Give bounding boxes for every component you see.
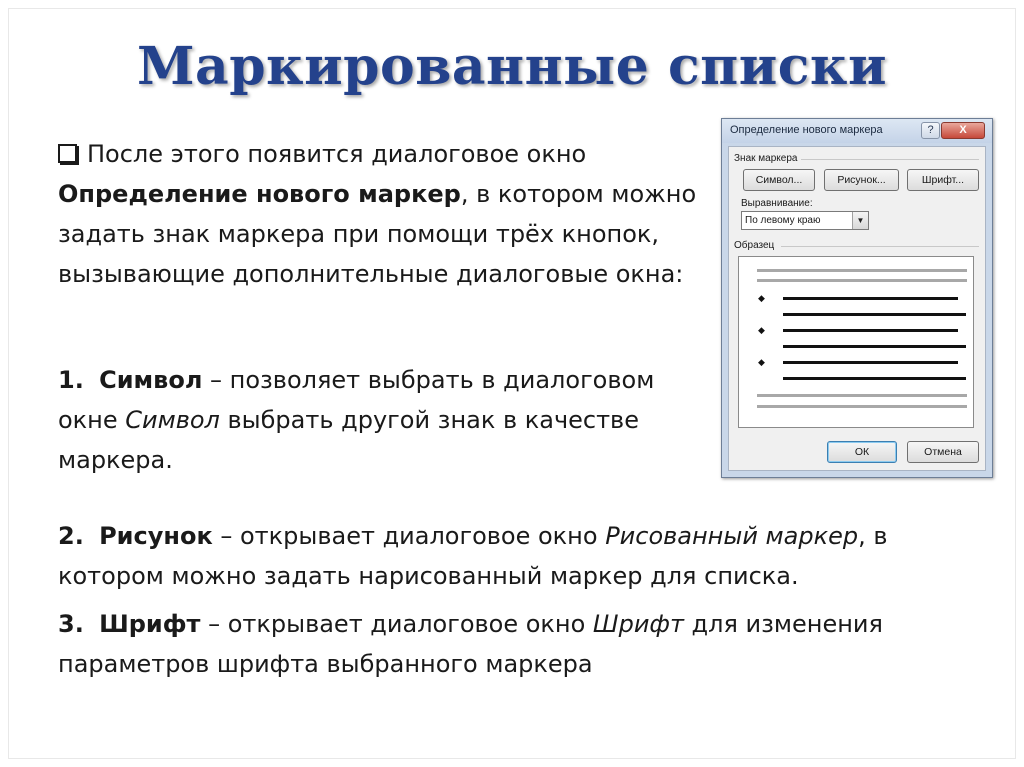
item-text-1: – открывает диалоговое окно: [200, 610, 593, 638]
preview-line: [783, 345, 966, 348]
list-item-3: [58, 604, 998, 684]
intro-bold: Определение нового маркер: [58, 180, 461, 208]
group-divider: [781, 246, 979, 247]
dialog-title: Определение нового маркера: [730, 124, 883, 136]
item-italic: Рисованный маркер: [605, 522, 859, 550]
symbol-button[interactable]: Символ...: [743, 169, 815, 191]
item-text-1: – открывает диалоговое окно: [212, 522, 606, 550]
item-italic: Шрифт: [592, 610, 684, 638]
preview-line: [757, 269, 967, 272]
item-term: Шрифт: [99, 610, 201, 638]
intro-text-2: , в котором можно задать знак маркера при помощи трёх кнопок, вызывающие дополнительные диалоговые окна:: [58, 180, 697, 288]
picture-button[interactable]: Рисунок...: [824, 169, 899, 191]
cancel-button[interactable]: Отмена: [907, 441, 979, 463]
align-select[interactable]: [741, 211, 869, 230]
item-number: 3.: [58, 610, 84, 638]
align-value: По левому краю: [745, 215, 821, 226]
align-label: Выравнивание:: [741, 198, 813, 209]
item-term: Символ: [99, 366, 203, 394]
item-text-2: для изменения параметров шрифта выбранного маркера: [58, 610, 883, 678]
intro-paragraph: [58, 134, 718, 294]
item-number: 1.: [58, 366, 84, 394]
preview-line: [757, 279, 967, 282]
item-text-1: – позволяет выбрать в диалоговом окне: [58, 366, 655, 434]
item-number: 2.: [58, 522, 84, 550]
group-divider: [801, 159, 979, 160]
dialog-body: [728, 146, 986, 471]
slide-title: Маркированные списки: [136, 36, 888, 97]
preview-line: [783, 313, 966, 316]
dropdown-arrow-icon[interactable]: ▼: [852, 212, 868, 229]
item-term: Рисунок: [99, 522, 213, 550]
list-item-1: [58, 360, 698, 480]
checkbox-icon: [58, 144, 77, 163]
preview-label: Образец: [734, 240, 775, 251]
intro-text-1: После этого появится диалоговое окно: [87, 140, 587, 168]
marker-group-label: Знак маркера: [734, 153, 798, 164]
dialog-titlebar: [722, 119, 992, 143]
preview-line: [783, 297, 958, 300]
diamond-bullet-icon: ◆: [758, 326, 765, 336]
ok-button[interactable]: ОК: [827, 441, 897, 463]
preview-line: [757, 405, 967, 408]
define-marker-dialog: [721, 118, 993, 478]
help-button[interactable]: ?: [921, 122, 940, 139]
font-button[interactable]: Шрифт...: [907, 169, 979, 191]
item-italic: Символ: [125, 406, 220, 434]
preview-line: [757, 394, 967, 397]
preview-line: [783, 377, 966, 380]
close-button[interactable]: X: [941, 122, 985, 139]
list-item-2: [58, 516, 998, 596]
diamond-bullet-icon: ◆: [758, 358, 765, 368]
preview-box: [738, 256, 974, 428]
preview-line: [783, 361, 958, 364]
preview-line: [783, 329, 958, 332]
item-text-2: , в котором можно задать нарисованный маркер для списка.: [58, 522, 888, 590]
item-text-2: выбрать другой знак в качестве маркера.: [58, 406, 639, 474]
diamond-bullet-icon: ◆: [758, 294, 765, 304]
